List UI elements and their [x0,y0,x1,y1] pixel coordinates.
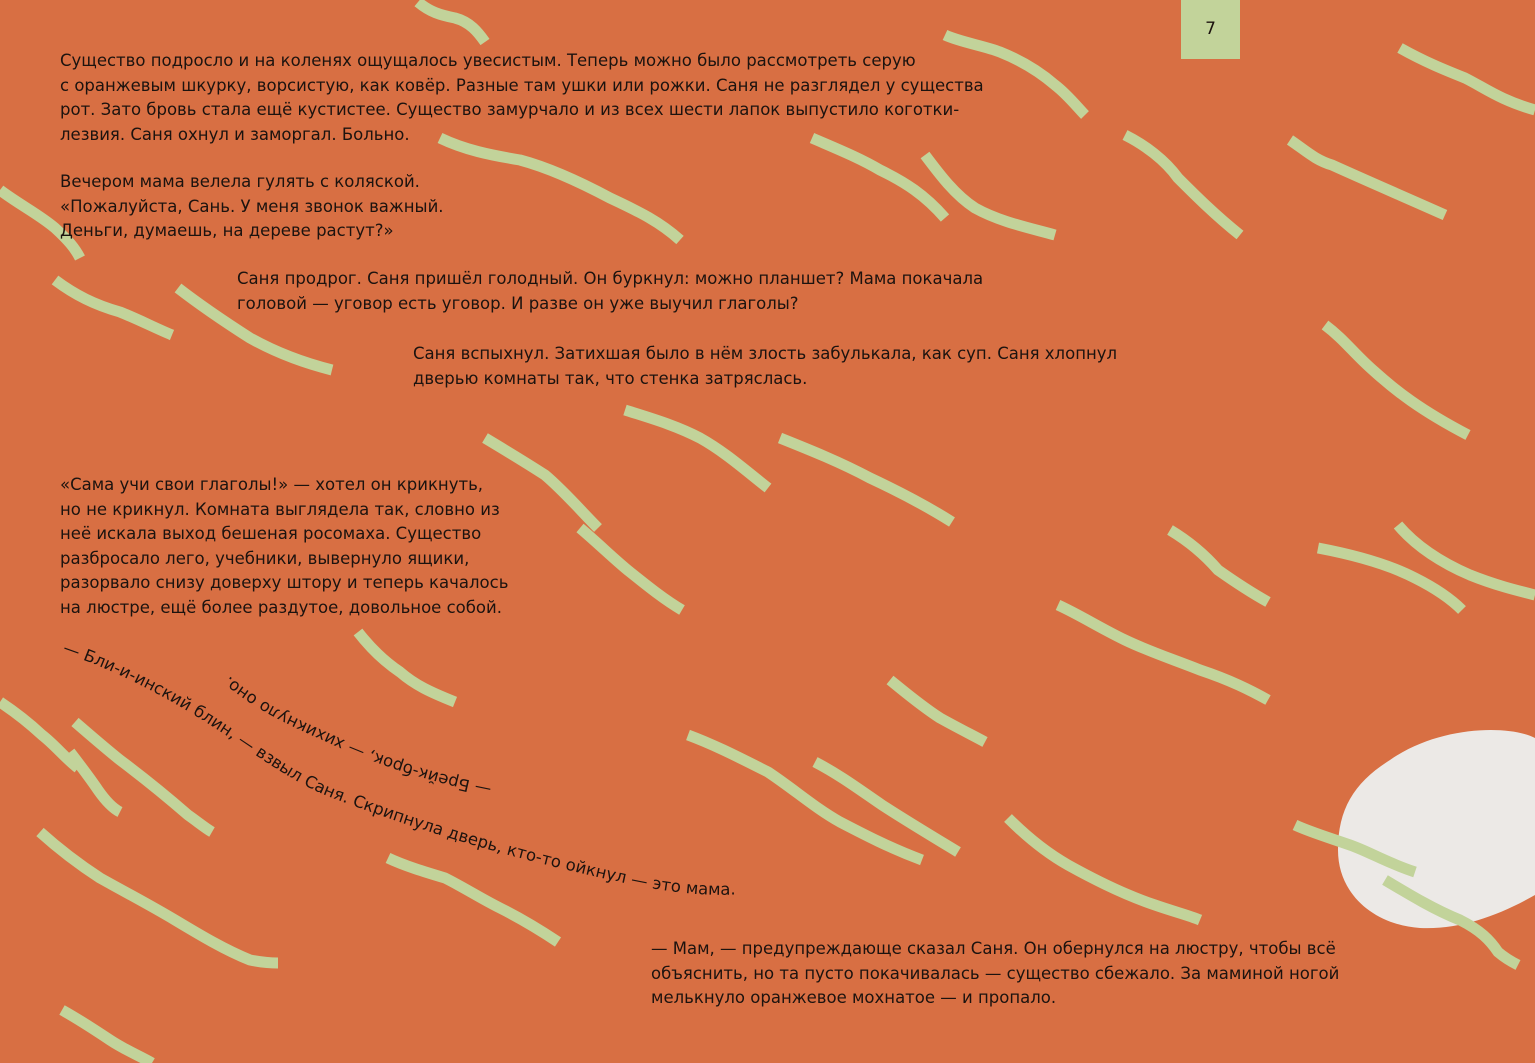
text-line: Саня продрог. Саня пришёл голодный. Он буркнул: можно планшет? Мама покачала [237,269,984,288]
text-line: объяснить, но та пусто покачивалась — существо сбежало. За маминой ногой [651,963,1340,983]
text-line: Саня вспыхнул. Затихшая было в нём злость забулькала, как суп. Саня хлопнул [413,344,1118,363]
text-line: рот. Зато бровь стала ещё кустистее. Существо замурчало и из всех шести лапок выпустило коготки- [60,100,960,119]
text-line: Существо подросло и на коленях ощущалось увесистым. Теперь можно было рассмотреть серую [60,51,916,70]
text-line: головой — уговор есть уговор. И разве он уже выучил глаголы? [237,293,799,313]
text-line: на люстре, ещё более раздутое, довольное собой. [60,597,502,617]
text-line: разорвало снизу доверху штору и теперь качалось [60,573,509,592]
text-line: Вечером мама велела гулять с коляской. [60,172,420,191]
curved-dialog-creature [219,673,492,800]
text-line: дверью комнаты так, что стенка затряслась. [413,368,808,388]
text-line: Деньги, думаешь, на дереве растут?» [60,221,394,240]
text-line: с оранжевым шкурку, ворсистую, как ковёр. Разные там ушки или рожки. Саня не разглядел у существа [60,75,984,95]
text-line: неё искала выход бешеная росомаха. Существо [60,524,482,543]
text-line: — Мам, — предупреждающе сказал Саня. Он обернулся на люстру, чтобы всё [651,939,1336,958]
text-line: «Пожалуйста, Сань. У меня звонок важный. [60,196,444,216]
page-number: 7 [1181,0,1240,59]
curved-dialog-sanya-text: — Бли-и-инский блин, — взвыл Саня. Скрипнула дверь, кто-то ойкнул — это мама. [60,637,737,899]
text-line: разбросало лего, учебники, вывернуло ящики, [60,548,470,568]
text-line: но не крикнул. Комната выглядела так, словно из [60,499,500,519]
text-line: мелькнуло оранжевое мохнатое — и пропало. [651,988,1057,1007]
curved-dialog-creature-text: — Брейк-брок, — хихикнуло оно. [219,672,493,800]
text-line: «Сама учи свои глаголы!» — хотел он крикнуть, [60,475,484,494]
text-line: лезвия. Саня охнул и заморгал. Больно. [60,124,410,144]
